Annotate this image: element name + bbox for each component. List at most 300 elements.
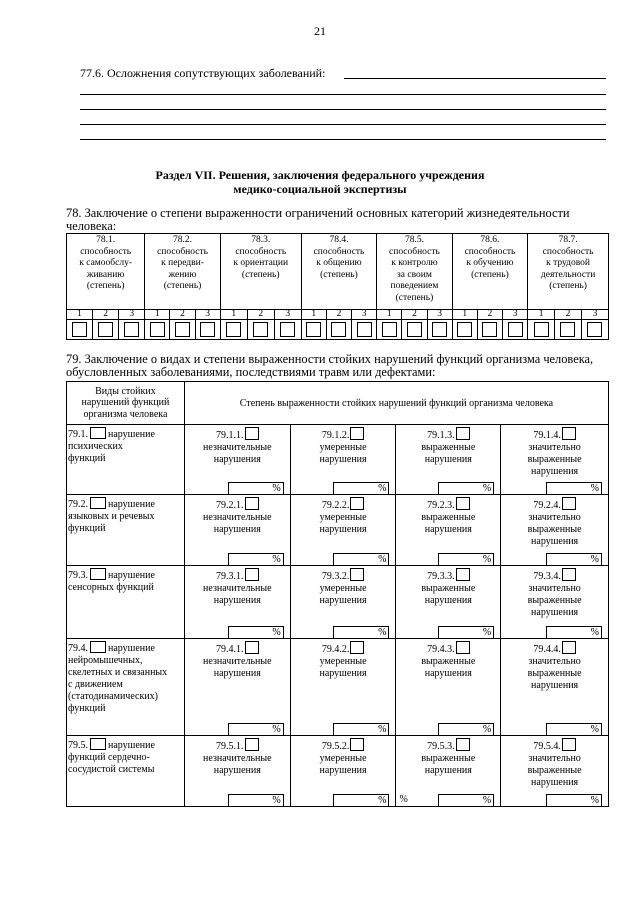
q79-degree-checkbox[interactable] xyxy=(350,641,364,654)
q78-column-code: 78.5. xyxy=(404,235,424,245)
q79-degree-code-line xyxy=(185,427,290,442)
q79-function-cell xyxy=(67,639,185,736)
q78-degree-checkbox[interactable] xyxy=(432,322,447,337)
q79-degree-checkbox[interactable] xyxy=(456,641,470,654)
q78-degree-checkbox[interactable] xyxy=(534,322,549,337)
q79-function-first-line xyxy=(68,641,183,655)
q79-degree-cell xyxy=(290,566,396,639)
q78-degree-cell xyxy=(145,320,170,340)
q79-degree-label-line: значительно xyxy=(528,753,581,764)
q78-degree-number: 2 xyxy=(326,310,351,320)
q78-degree-checkbox[interactable] xyxy=(560,322,575,337)
q79-percent-field[interactable]: % xyxy=(546,723,602,735)
q79-degree-code-line xyxy=(291,497,396,512)
q79-percent-field[interactable]: % xyxy=(546,626,602,638)
q79-function-label-line: с движением xyxy=(68,679,123,690)
q79-function-cell xyxy=(67,736,185,807)
q79-degree-code: 79.2.1. xyxy=(216,500,244,511)
q78-degree-number: 2 xyxy=(402,310,427,320)
q79-percent-field[interactable]: % xyxy=(333,626,389,638)
q78-degree-cell xyxy=(195,320,220,340)
q79-degree-cell xyxy=(290,736,396,807)
q78-degree-number: 3 xyxy=(352,310,377,320)
q79-degree-code-line xyxy=(501,497,608,512)
q79-degree-code: 79.1.2. xyxy=(321,430,350,441)
q79-function-checkbox[interactable] xyxy=(90,427,106,439)
q79-degree-code: 79.3.2. xyxy=(321,571,350,582)
q79-function-label-line: функций xyxy=(68,453,106,464)
q79-percent-field[interactable]: % xyxy=(333,723,389,735)
q78-column-label-line: к контролю xyxy=(391,258,438,268)
q79-function-label-line: языковых и речевых xyxy=(68,511,155,522)
q78-degree-number: 1 xyxy=(301,310,326,320)
q78-degree-cell xyxy=(274,320,301,340)
q78-degree-number: 2 xyxy=(170,310,195,320)
q78-degree-cell xyxy=(247,320,274,340)
q79-degree-code-line xyxy=(396,738,500,753)
q78-column-label-line: деятельности xyxy=(540,269,596,280)
q79-percent-field[interactable]: % xyxy=(333,794,389,806)
q78-degree-checkbox[interactable] xyxy=(457,322,472,337)
q78-degree-cell xyxy=(352,320,377,340)
q79-percent-field[interactable]: % xyxy=(546,794,602,806)
q79-degree-code-line xyxy=(291,738,396,753)
q78-degree-checkbox[interactable] xyxy=(587,322,602,337)
q78-column-label-line: к ориентации xyxy=(233,258,289,268)
q78-degree-number: 2 xyxy=(93,310,119,320)
q78-degree-checkbox[interactable] xyxy=(482,322,497,337)
q79-degree-label-line: нарушения xyxy=(319,595,367,606)
q79-degree-code: 79.3.4. xyxy=(533,571,561,582)
q79-degree-code: 79.5.1. xyxy=(216,741,244,752)
q78-column-label-line: (степень) xyxy=(471,269,509,280)
q79-degree-label-line: нарушения xyxy=(424,765,472,776)
q79-degree-code: 79.3.1. xyxy=(216,571,244,582)
q79-header-line: Виды стойких xyxy=(95,385,156,397)
q79-header-function-types xyxy=(67,382,185,425)
q79-function-checkbox[interactable] xyxy=(90,497,106,509)
q79-degree-code-line xyxy=(185,568,290,583)
q79-degree-label-line: выраженные xyxy=(421,753,476,764)
q79-degree-checkbox[interactable] xyxy=(456,738,470,751)
q78-degree-checkbox[interactable] xyxy=(280,322,295,337)
q78-column-label-line: способность xyxy=(235,246,287,257)
q78-degree-number: 1 xyxy=(528,310,555,320)
q79-degree-label-line: незначительные xyxy=(203,512,272,523)
q79-degree-label-line: незначительные xyxy=(203,583,272,594)
q79-degree-code: 79.1.1. xyxy=(216,430,244,441)
q79-degree-checkbox[interactable] xyxy=(350,497,364,510)
q79-degree-label-line: значительно xyxy=(528,512,581,523)
q78-degree-checkbox[interactable] xyxy=(407,322,422,337)
q79-header-degree: Степень выраженности стойких нарушений функций организма человека xyxy=(184,382,608,425)
q79-degree-checkbox[interactable] xyxy=(245,568,259,581)
q78-intro-line1: 78. Заключение о степени выраженности ограничений основных категорий жизнедеятельности xyxy=(66,206,570,220)
q78-column-code: 78.3. xyxy=(251,235,271,245)
q79-percent-field[interactable]: % xyxy=(228,794,284,806)
q79-degree-checkbox[interactable] xyxy=(456,497,470,510)
q78-degree-checkbox[interactable] xyxy=(382,322,397,337)
q79-degree-label-line: нарушения xyxy=(531,777,579,788)
q79-degree-checkbox[interactable] xyxy=(562,497,576,510)
q79-degree-label-line: значительно xyxy=(528,442,581,453)
q79-function-label-line: нарушение xyxy=(108,499,155,510)
q79-degree-checkbox[interactable] xyxy=(245,497,259,510)
q77-6-label: 77.6. Осложнения сопутствующих заболеваний: xyxy=(80,66,326,80)
q79-degree-label-line: нарушения xyxy=(531,680,579,691)
q78-degree-cell xyxy=(220,320,247,340)
q78-column-code: 78.2. xyxy=(173,235,193,245)
q79-degree-label-line: нарушения xyxy=(531,607,579,618)
q78-degree-cell xyxy=(503,320,528,340)
q78-degree-number: 1 xyxy=(452,310,477,320)
q79-degree-label-line: выраженные xyxy=(527,765,582,776)
q79-degree-code-line xyxy=(396,427,500,442)
q78-degree-checkbox[interactable] xyxy=(226,322,241,337)
q78-degree-checkbox[interactable] xyxy=(253,322,268,337)
q79-degree-cell xyxy=(184,639,290,736)
q78-degree-checkbox[interactable] xyxy=(124,322,139,337)
q79-degree-code-line xyxy=(291,427,396,442)
q78-column-label-line: к трудовой xyxy=(546,258,591,268)
q79-percent-field[interactable]: % xyxy=(333,482,389,494)
q79-function-label-line: нейромышечных, xyxy=(68,655,143,666)
q79-degree-label-line: нарушения xyxy=(213,595,261,606)
q79-degree-label-line: выраженные xyxy=(421,512,476,523)
q79-header-line: организма человека xyxy=(83,408,168,420)
q79-degree-code: 79.1.3. xyxy=(427,430,455,441)
q78-degree-cell xyxy=(301,320,326,340)
q78-degree-cell xyxy=(326,320,351,340)
q78-intro-line2: человека: xyxy=(66,219,117,233)
answer-line-3[interactable] xyxy=(80,124,606,125)
q79-function-cell xyxy=(67,425,185,495)
q78-degree-checkbox[interactable] xyxy=(508,322,523,337)
q78-degree-number: 1 xyxy=(220,310,247,320)
q79-degree-label-line: нарушения xyxy=(424,524,472,535)
q79-function-label-line: сосудистой системы xyxy=(68,764,155,775)
q79-table xyxy=(66,381,609,807)
q79-function-code: 79.1. xyxy=(68,429,88,440)
q79-function-code: 79.3. xyxy=(68,570,88,581)
q78-degree-cell xyxy=(402,320,427,340)
q79-percent-field[interactable]: % xyxy=(438,626,494,638)
q79-degree-code-line xyxy=(501,427,608,442)
q79-degree-cell xyxy=(396,495,501,566)
q79-degree-code: 79.4.4. xyxy=(533,644,561,655)
q79-degree-checkbox[interactable] xyxy=(562,738,576,751)
section-heading-line1: Раздел VII. Решения, заключения федерального учреждения xyxy=(155,168,485,182)
q78-degree-cell xyxy=(377,320,402,340)
q78-column-header xyxy=(452,234,527,310)
q79-header-line: нарушений функций xyxy=(81,397,170,409)
q79-degree-label-line: выраженные xyxy=(527,524,582,535)
q79-degree-label-line: нарушения xyxy=(531,536,579,547)
q79-function-code: 79.4. xyxy=(68,643,88,654)
q79-degree-label-line: нарушения xyxy=(531,466,579,477)
q79-degree-code: 79.2.3. xyxy=(427,500,455,511)
q79-percent-field[interactable]: % xyxy=(546,553,602,565)
q77-6-answer-line[interactable] xyxy=(344,78,606,79)
q78-degree-checkbox[interactable] xyxy=(72,322,87,337)
q78-column-code: 78.4. xyxy=(329,235,349,245)
q79-degree-label-line: нарушения xyxy=(424,454,472,465)
q78-degree-cell xyxy=(581,320,608,340)
q79-function-cell xyxy=(67,566,185,639)
q79-degree-cell xyxy=(184,736,290,807)
q79-degree-checkbox[interactable] xyxy=(350,738,364,751)
q79-degree-label-line: нарушения xyxy=(213,765,261,776)
q79-degree-code: 79.2.4. xyxy=(533,500,561,511)
q79-degree-code: 79.4.1. xyxy=(216,644,244,655)
q79-degree-code: 79.5.4. xyxy=(533,741,561,752)
q78-column-code: 78.7. xyxy=(558,235,578,245)
q79-function-label-line: скелетных и связанных xyxy=(68,667,168,678)
q78-degree-number: 3 xyxy=(427,310,452,320)
answer-line-4[interactable] xyxy=(80,139,606,140)
q78-column-header xyxy=(67,234,145,310)
section-heading-line2: медико-социальной экспертизы xyxy=(233,182,407,196)
page-number: 21 xyxy=(314,24,326,38)
q79-degree-code-line xyxy=(185,641,290,656)
q79-function-code: 79.2. xyxy=(68,499,88,510)
q78-column-label-line: (степень) xyxy=(163,281,202,291)
q79-percent-field[interactable]: % xyxy=(333,553,389,565)
q79-percent-field[interactable]: % xyxy=(546,482,602,494)
q79-percent-field[interactable]: % xyxy=(228,626,284,638)
q79-degree-checkbox[interactable] xyxy=(562,568,576,581)
q79-function-label-line: нарушение xyxy=(108,740,155,751)
q79-degree-code-line xyxy=(501,641,608,656)
q79-degree-checkbox[interactable] xyxy=(350,568,364,581)
q79-degree-label-line: нарушения xyxy=(424,595,472,606)
q79-degree-cell xyxy=(396,736,501,807)
q79-percent-mark: % xyxy=(399,794,408,805)
q78-column-label-line: (степень) xyxy=(320,269,358,280)
q79-degree-code-line xyxy=(501,568,608,583)
q78-column-label-line: за своим xyxy=(397,269,432,280)
q79-degree-label-line: нарушения xyxy=(319,454,367,465)
q79-degree-label-line: умеренные xyxy=(319,753,367,764)
q79-degree-cell xyxy=(184,566,290,639)
q78-degree-cell xyxy=(67,320,93,340)
q78-degree-number: 1 xyxy=(67,310,93,320)
q78-degree-number: 1 xyxy=(377,310,402,320)
q79-degree-cell xyxy=(290,425,396,495)
q78-column-header xyxy=(220,234,301,310)
q79-degree-cell xyxy=(290,495,396,566)
q78-degree-number: 3 xyxy=(581,310,608,320)
q79-degree-label-line: нарушения xyxy=(213,524,261,535)
q79-degree-checkbox[interactable] xyxy=(245,738,259,751)
q79-degree-cell xyxy=(501,566,609,639)
q79-degree-label-line: выраженные xyxy=(527,454,582,465)
q79-degree-code-line xyxy=(501,738,608,753)
q79-degree-label-line: нарушения xyxy=(213,454,261,465)
q78-column-label-line: (степень) xyxy=(86,281,125,291)
q79-degree-label-line: значительно xyxy=(528,583,581,594)
q79-function-cell xyxy=(67,495,185,566)
q79-degree-cell xyxy=(184,495,290,566)
answer-line-2[interactable] xyxy=(80,109,606,110)
q79-degree-label-line: значительно xyxy=(528,656,581,667)
q78-column-header xyxy=(145,234,220,310)
q79-function-first-line xyxy=(68,497,183,511)
q78-degree-checkbox[interactable] xyxy=(200,322,215,337)
q78-degree-cell xyxy=(528,320,555,340)
q78-column-label-line: (степень) xyxy=(549,281,587,291)
q79-percent-field[interactable]: % xyxy=(228,482,284,494)
q79-degree-code-line xyxy=(185,497,290,512)
q78-degree-number: 3 xyxy=(274,310,301,320)
q78-column-header xyxy=(528,234,609,310)
q79-degree-cell xyxy=(396,566,501,639)
q79-degree-checkbox[interactable] xyxy=(562,427,576,440)
q79-degree-cell xyxy=(501,425,609,495)
q79-intro-line2: обусловленных заболеваниями, последствиями травм или дефектами: xyxy=(66,365,436,379)
q79-degree-code: 79.3.3. xyxy=(427,571,455,582)
q78-column-label-line: способность xyxy=(313,246,365,257)
q79-percent-field[interactable]: % xyxy=(228,723,284,735)
q79-function-first-line xyxy=(68,738,183,752)
q79-function-label-line: нарушение xyxy=(108,570,155,581)
q78-degree-number: 1 xyxy=(145,310,170,320)
q78-column-label-line: поведением xyxy=(390,281,439,291)
q79-function-checkbox[interactable] xyxy=(90,568,106,580)
q79-function-label-line: нарушение xyxy=(108,429,155,440)
q78-column-code: 78.6. xyxy=(480,235,500,245)
q78-table xyxy=(66,233,609,340)
q79-function-label-line: сенсорных функций xyxy=(68,582,154,593)
q79-degree-cell xyxy=(396,425,501,495)
q78-degree-number: 3 xyxy=(195,310,220,320)
q79-degree-code: 79.2.2. xyxy=(321,500,350,511)
q79-degree-code-line xyxy=(185,738,290,753)
q78-degree-cell xyxy=(93,320,119,340)
q78-degree-number: 3 xyxy=(503,310,528,320)
q79-degree-cell xyxy=(501,495,609,566)
q78-column-header xyxy=(301,234,376,310)
q79-degree-label-line: выраженные xyxy=(421,442,476,453)
q78-degree-cell xyxy=(119,320,145,340)
q78-column-label-line: способность xyxy=(157,246,208,257)
q79-degree-label-line: нарушения xyxy=(424,668,472,679)
q79-degree-label-line: незначительные xyxy=(203,656,272,667)
q79-degree-code: 79.1.4. xyxy=(533,430,561,441)
q79-degree-checkbox[interactable] xyxy=(456,568,470,581)
q79-degree-cell xyxy=(501,639,609,736)
q79-degree-label-line: выраженные xyxy=(527,595,582,606)
q79-function-label-line: функций сердечно- xyxy=(68,752,150,763)
q78-column-code: 78.1. xyxy=(96,235,116,245)
q79-degree-code-line xyxy=(291,568,396,583)
q78-column-label-line: способность xyxy=(389,246,440,257)
q79-degree-label-line: нарушения xyxy=(213,668,261,679)
q78-degree-checkbox[interactable] xyxy=(331,322,346,337)
q78-degree-number: 2 xyxy=(477,310,502,320)
q78-degree-checkbox[interactable] xyxy=(98,322,113,337)
q79-percent-field[interactable]: % xyxy=(438,482,494,494)
q79-degree-checkbox[interactable] xyxy=(350,427,364,440)
q78-degree-checkbox[interactable] xyxy=(175,322,190,337)
q79-degree-label-line: выраженные xyxy=(421,583,476,594)
q79-degree-label-line: выраженные xyxy=(527,668,582,679)
q78-column-header xyxy=(377,234,452,310)
answer-line-1[interactable] xyxy=(80,94,606,95)
q78-column-label-line: (степень) xyxy=(241,269,280,280)
q79-degree-checkbox[interactable] xyxy=(245,427,259,440)
q78-column-label-line: способность xyxy=(464,246,516,257)
q78-degree-checkbox[interactable] xyxy=(150,322,165,337)
q79-function-first-line xyxy=(68,427,183,441)
q78-column-label-line: к общению xyxy=(316,258,362,268)
q79-degree-label-line: незначительные xyxy=(203,753,272,764)
q79-percent-field[interactable]: % xyxy=(438,553,494,565)
q79-function-label-line: функций xyxy=(68,703,106,714)
q79-degree-checkbox[interactable] xyxy=(562,641,576,654)
q79-function-checkbox[interactable] xyxy=(90,641,106,653)
q79-function-label-line: (статодинамических) xyxy=(68,691,158,702)
q79-degree-label-line: умеренные xyxy=(319,512,367,523)
q78-degree-checkbox[interactable] xyxy=(357,322,372,337)
q79-degree-cell xyxy=(184,425,290,495)
q79-degree-checkbox[interactable] xyxy=(245,641,259,654)
q78-column-label-line: к самообслу- xyxy=(79,258,133,268)
q79-degree-code-line xyxy=(396,497,500,512)
q78-degree-cell xyxy=(452,320,477,340)
q79-degree-label-line: умеренные xyxy=(319,656,367,667)
q79-degree-cell xyxy=(501,736,609,807)
q79-degree-code: 79.5.2. xyxy=(321,741,350,752)
q79-percent-field[interactable]: % xyxy=(438,794,494,806)
q78-column-label-line: способность xyxy=(80,246,132,257)
q78-column-label-line: (степень) xyxy=(395,292,434,303)
q79-degree-code: 79.4.2. xyxy=(321,644,350,655)
q78-degree-cell xyxy=(170,320,195,340)
q79-degree-label-line: нарушения xyxy=(319,524,367,535)
q79-function-checkbox[interactable] xyxy=(90,738,106,750)
q79-degree-code-line xyxy=(291,641,396,656)
q79-percent-field[interactable]: % xyxy=(228,553,284,565)
q78-column-label-line: к обучению xyxy=(466,258,514,268)
q78-degree-number: 2 xyxy=(555,310,582,320)
q78-degree-checkbox[interactable] xyxy=(306,322,321,337)
q79-function-code: 79.5. xyxy=(68,740,88,751)
q78-degree-cell xyxy=(555,320,582,340)
q79-degree-code: 79.5.3. xyxy=(427,741,455,752)
q79-function-first-line xyxy=(68,568,183,582)
q79-intro-line1: 79. Заключение о видах и степени выраженности стойких нарушений функций организма человека, xyxy=(66,352,594,366)
q79-function-label-line: нарушение xyxy=(108,643,155,654)
q79-degree-code-line xyxy=(396,641,500,656)
q78-degree-cell xyxy=(477,320,502,340)
q79-degree-label-line: нарушения xyxy=(319,765,367,776)
q79-degree-code: 79.4.3. xyxy=(427,644,455,655)
q79-degree-label-line: выраженные xyxy=(421,656,476,667)
q79-degree-cell xyxy=(396,639,501,736)
q78-degree-cell xyxy=(427,320,452,340)
q79-degree-label-line: умеренные xyxy=(319,442,367,453)
q78-degree-number: 3 xyxy=(119,310,145,320)
q79-degree-label-line: незначительные xyxy=(203,442,272,453)
q79-degree-checkbox[interactable] xyxy=(456,427,470,440)
q78-column-label-line: жению xyxy=(168,269,197,280)
q79-degree-code-line xyxy=(396,568,500,583)
q78-column-label-line: живанию xyxy=(86,269,125,280)
q78-column-label-line: способность xyxy=(542,246,594,257)
q79-percent-field[interactable]: % xyxy=(438,723,494,735)
q79-degree-label-line: нарушения xyxy=(319,668,367,679)
